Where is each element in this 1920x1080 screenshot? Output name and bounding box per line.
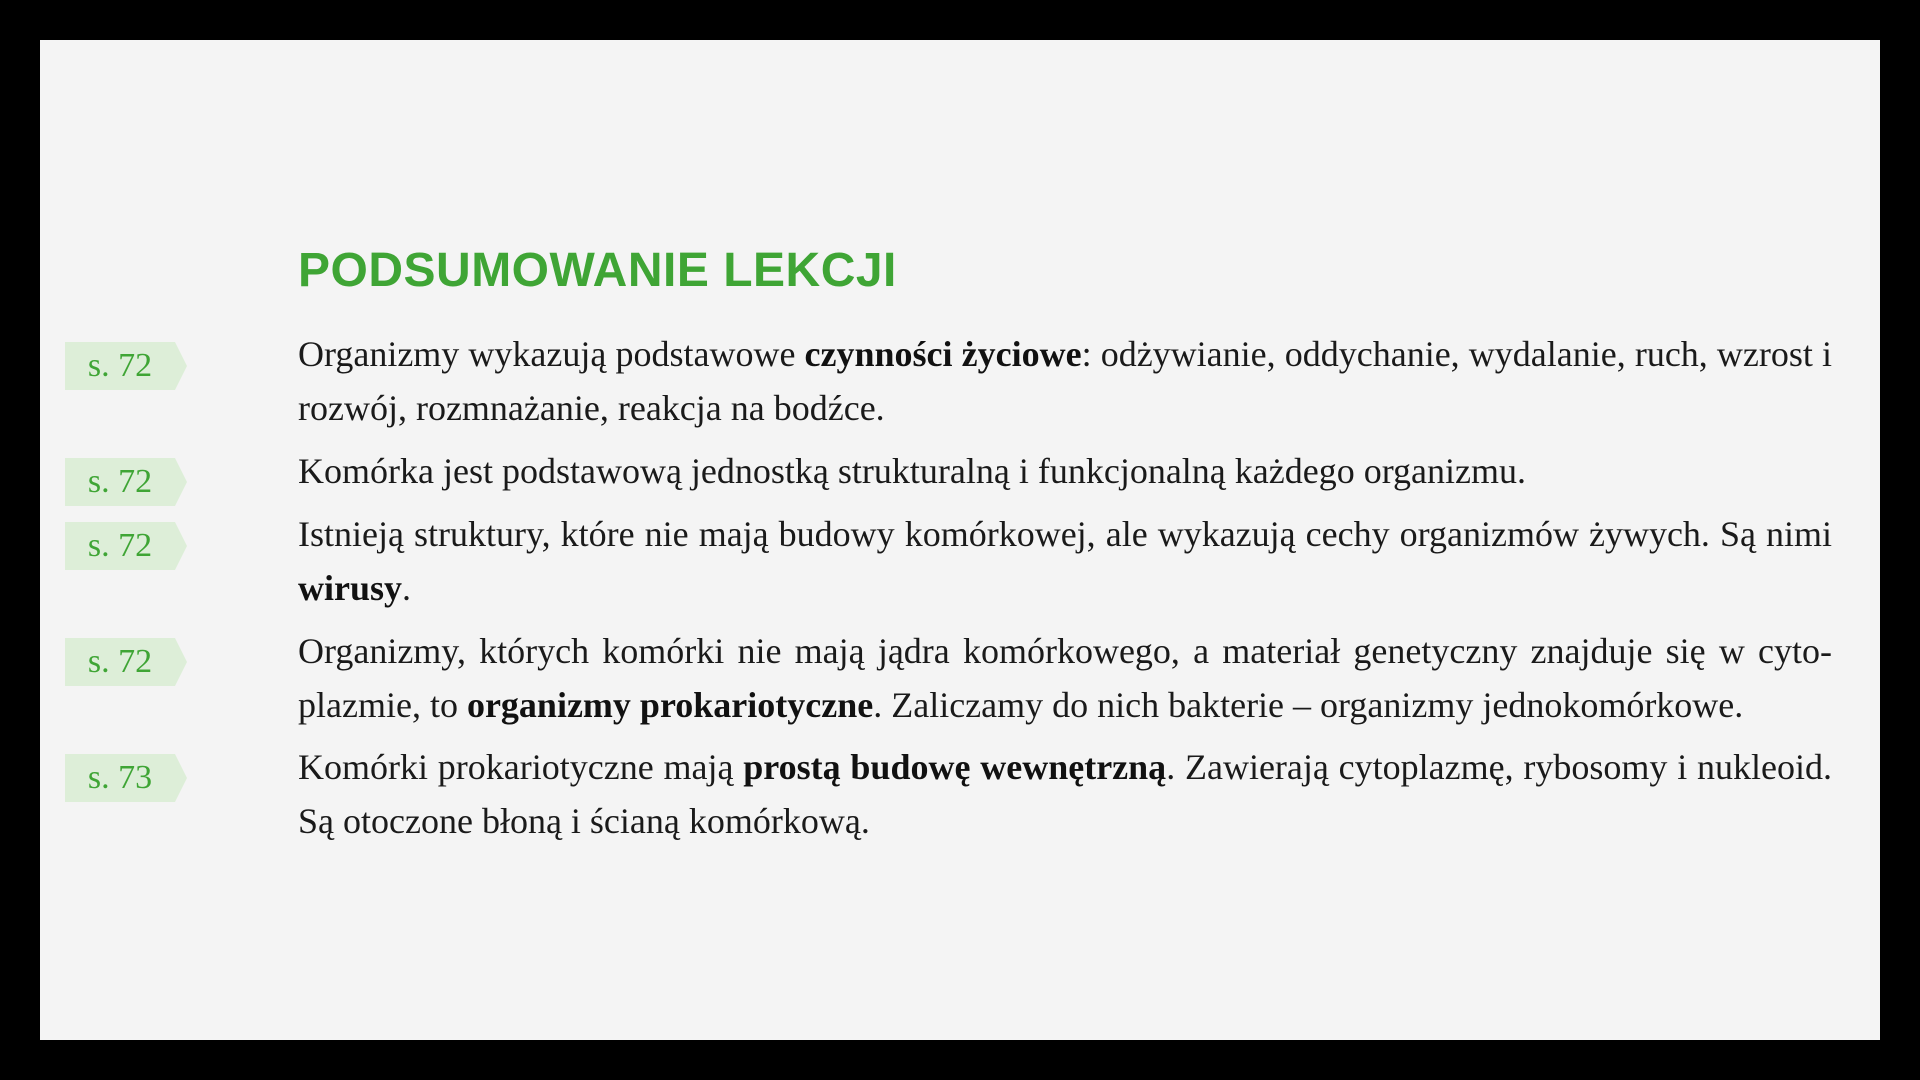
text-segment: Organizmy, których komórki nie mają jądra komórkowego, a materiał genetyczny znajduje się w cytoplazmie, to — [298, 631, 1832, 725]
page-reference-tag: s. 73 — [65, 754, 175, 802]
page-reference-tag: s. 72 — [65, 638, 175, 686]
text-segment: Komórki prokariotyczne mają — [298, 747, 744, 787]
page-tag-arrow-icon — [175, 638, 187, 686]
text-segment: : odżywianie, oddychanie, wydalanie, ruch, wzrost i rozwój, rozmnażanie, reakcja na bodźce. — [298, 334, 1832, 428]
key-term: wirusy — [298, 568, 403, 608]
key-term: czynności życiowe — [804, 334, 1082, 374]
text-segment: Istnieją struktury, które nie mają budowy komórkowej, ale wykazują cechy organizmów żywych. Są nimi — [298, 514, 1832, 554]
text-segment: Organizmy wykazują podstawowe — [298, 334, 805, 374]
slide-title: PODSUMOWANIE LEKCJI — [298, 244, 897, 297]
page-tag-arrow-icon — [175, 754, 187, 802]
page-tag-arrow-icon — [175, 342, 187, 390]
summary-point-text — [298, 327, 1832, 435]
lesson-summary-slide — [40, 40, 1880, 1040]
summary-points-list — [40, 40, 1880, 1040]
page-tag-arrow-icon — [175, 522, 187, 570]
summary-point-text — [298, 444, 1832, 498]
text-segment: . — [402, 568, 412, 608]
summary-point-text — [298, 624, 1832, 732]
summary-point-text — [298, 740, 1832, 848]
page-reference-tag: s. 72 — [65, 342, 175, 390]
text-segment: . Zawierają cytoplazmę, rybosomy i nukleoid. Są otoczone błoną i ścianą komórkową. — [298, 747, 1832, 841]
page-tag-arrow-icon — [175, 458, 187, 506]
key-term: organizmy prokariotyczne — [466, 685, 874, 725]
key-term: prostą budowę wewnętrzną — [743, 747, 1167, 787]
page-reference-tag: s. 72 — [65, 522, 175, 570]
page-reference-tag: s. 72 — [65, 458, 175, 506]
text-segment: . Zaliczamy do nich bakterie – organizmy jednokomórkowe. — [873, 685, 1744, 725]
text-segment: Komórka jest podstawową jednostką strukturalną i funkcjonalną każdego organizmu. — [298, 451, 1527, 491]
summary-point-text — [298, 507, 1832, 615]
